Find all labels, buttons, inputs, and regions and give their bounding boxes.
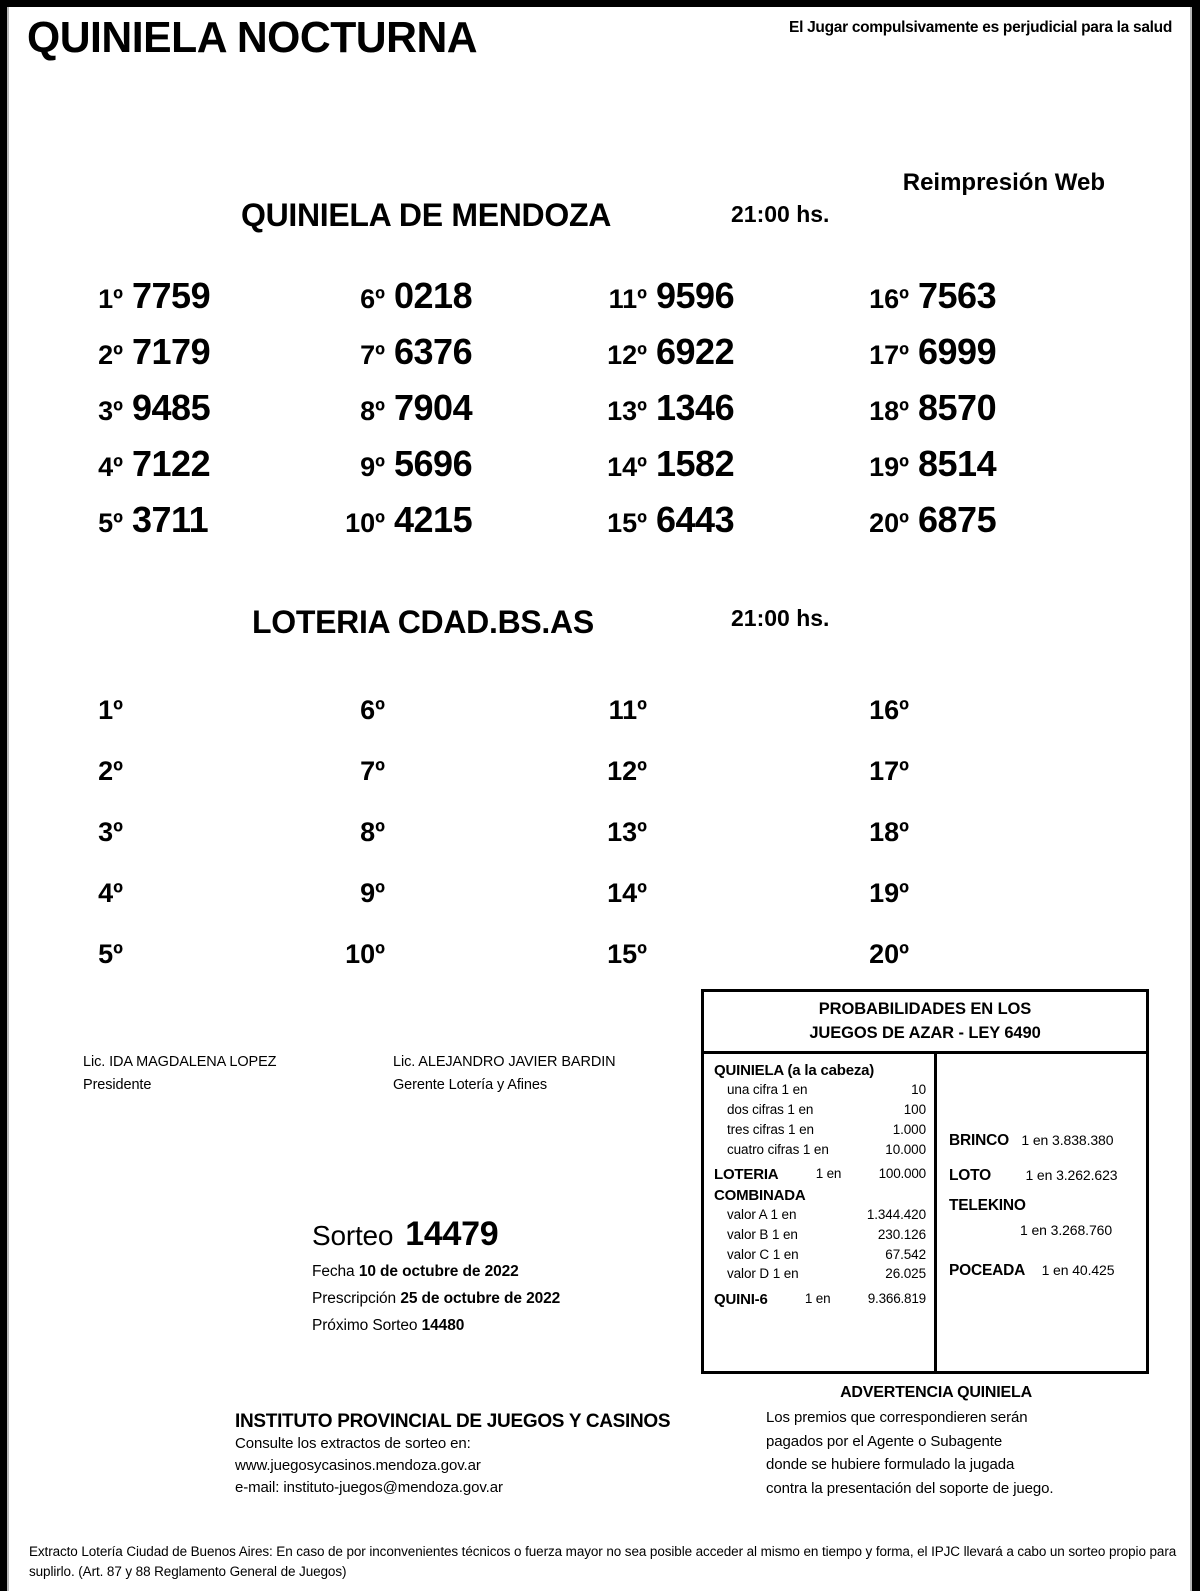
result-position: 5º — [98, 939, 123, 969]
result-position: 7º — [360, 340, 385, 370]
result-cell — [867, 443, 1129, 489]
result-position: 19º — [869, 878, 909, 908]
advertencia-line: Los premios que correspondieren serán — [766, 1409, 1028, 1426]
loteria-value: 100.000 — [878, 1166, 926, 1182]
quini6-mid: 1 en — [804, 1291, 831, 1307]
gambling-warning-text: El Jugar compulsivamente es perjudicial para la salud — [789, 19, 1172, 36]
signature-role: Gerente Lotería y Afines — [393, 1077, 547, 1094]
result-number: 6443 — [656, 499, 735, 540]
result-position: 7º — [360, 756, 385, 786]
result-cell — [81, 443, 343, 489]
probability-value: 10 — [911, 1082, 926, 1097]
result-cell — [343, 443, 605, 489]
result-cell — [81, 683, 343, 725]
institute-consult-line: Consulte los extractos de sorteo en: — [235, 1435, 471, 1452]
draw-title-caba: LOTERIA CDAD.BS.AS — [252, 604, 594, 640]
result-position: 1º — [98, 284, 123, 314]
result-cell — [605, 683, 867, 725]
signature-name: Lic. IDA MAGDALENA LOPEZ — [83, 1054, 277, 1070]
advertencia-block — [766, 1384, 1106, 1501]
result-cell — [81, 275, 343, 321]
probability-label: valor D 1 en — [727, 1266, 799, 1282]
result-cell — [343, 866, 605, 908]
result-cell — [343, 275, 605, 321]
game-name: POCEADA — [949, 1262, 1026, 1279]
result-number: 9485 — [132, 387, 211, 428]
result-position: 14º — [607, 878, 647, 908]
result-position: 10º — [345, 939, 385, 969]
sorteo-fecha-value: 10 de octubre de 2022 — [358, 1263, 519, 1280]
sorteo-label: Sorteo — [312, 1220, 394, 1251]
probability-value: 100 — [903, 1101, 926, 1117]
result-position: 19º — [869, 452, 909, 482]
result-cell — [605, 331, 867, 377]
result-position: 15º — [607, 508, 647, 538]
probabilities-box — [701, 989, 1149, 1374]
game-name-telekino — [949, 1197, 1026, 1215]
signature-manager — [393, 1051, 616, 1098]
result-number: 8514 — [918, 443, 997, 484]
result-number: 7759 — [132, 275, 211, 316]
probability-row — [714, 1245, 926, 1265]
advertencia-line: contra la presentación del soporte de juego. — [766, 1480, 1054, 1498]
result-position: 8º — [360, 396, 385, 426]
result-position: 11º — [608, 695, 647, 725]
sorteo-proximo-row — [312, 1317, 560, 1335]
game-name: BRINCO — [949, 1132, 1009, 1149]
advertencia-title: ADVERTENCIA QUINIELA — [840, 1384, 1032, 1401]
probability-label: dos cifras 1 en — [727, 1101, 814, 1117]
results-grid-caba — [81, 683, 1129, 969]
sorteo-number: 14479 — [405, 1215, 499, 1253]
result-number: 6999 — [918, 331, 997, 372]
sorteo-prescripcion-row — [312, 1290, 560, 1308]
result-cell — [605, 866, 867, 908]
result-cell — [81, 805, 343, 847]
probability-value: 1.344.420 — [866, 1206, 926, 1222]
probability-label: cuatro cifras 1 en — [727, 1141, 829, 1157]
result-cell — [81, 927, 343, 969]
result-number: 6875 — [918, 499, 997, 540]
sorteo-proximo-label: Próximo Sorteo — [312, 1317, 418, 1334]
signature-role: Presidente — [83, 1077, 152, 1094]
game-name: TELEKINO — [949, 1197, 1026, 1214]
draw-time-mendoza: 21:00 hs. — [731, 201, 830, 227]
result-cell — [343, 744, 605, 786]
draw-title-mendoza: QUINIELA DE MENDOZA — [241, 197, 612, 233]
quini6-probability-row — [714, 1289, 926, 1312]
result-cell — [343, 927, 605, 969]
game-odds: 1 en 3.268.760 — [1020, 1222, 1113, 1238]
result-cell — [605, 275, 867, 321]
probability-row — [714, 1264, 926, 1284]
result-number: 7179 — [132, 331, 211, 372]
result-number: 6922 — [656, 331, 735, 372]
result-cell — [343, 499, 605, 545]
result-position: 6º — [360, 284, 385, 314]
result-cell — [867, 499, 1129, 545]
result-position: 3º — [98, 396, 123, 426]
result-cell — [867, 744, 1129, 786]
result-cell — [81, 387, 343, 433]
draw-time-caba: 21:00 hs. — [731, 605, 830, 631]
probabilities-column-left — [704, 1054, 937, 1374]
result-position: 16º — [869, 695, 909, 725]
institute-website[interactable]: www.juegosycasinos.mendoza.gov.ar — [235, 1456, 481, 1474]
probability-row — [714, 1140, 926, 1160]
page-inner-frame — [7, 7, 1192, 1591]
result-position: 9º — [360, 878, 385, 908]
result-number: 3711 — [132, 499, 209, 540]
game-odds: 1 en 40.425 — [1041, 1262, 1115, 1278]
probability-row — [714, 1100, 926, 1120]
result-position: 17º — [869, 340, 909, 370]
result-position: 15º — [607, 939, 647, 969]
result-cell — [867, 866, 1129, 908]
result-number: 0218 — [394, 275, 473, 316]
result-position: 1º — [98, 695, 123, 725]
result-cell — [605, 387, 867, 433]
result-number: 7122 — [132, 443, 211, 484]
game-odds-poceada — [949, 1262, 1114, 1280]
page-title: QUINIELA NOCTURNA — [27, 13, 478, 62]
sorteo-fecha-row — [312, 1263, 560, 1281]
probability-row — [714, 1225, 926, 1245]
result-cell — [343, 331, 605, 377]
game-odds: 1 en 3.262.623 — [1025, 1167, 1118, 1183]
probability-value: 26.025 — [885, 1266, 926, 1282]
combinada-group-title: COMBINADA — [714, 1186, 806, 1204]
result-cell — [81, 331, 343, 377]
probability-label: valor A 1 en — [727, 1206, 797, 1222]
result-cell — [605, 805, 867, 847]
result-position: 17º — [869, 756, 909, 786]
result-position: 18º — [869, 817, 909, 847]
game-odds-telekino — [1020, 1222, 1112, 1240]
sorteo-fecha-label: Fecha — [312, 1263, 355, 1280]
result-position: 3º — [98, 817, 123, 847]
result-cell — [605, 927, 867, 969]
probability-label: tres cifras 1 en — [727, 1121, 814, 1137]
result-number: 8570 — [918, 387, 997, 428]
probability-label: valor C 1 en — [727, 1246, 799, 1262]
result-position: 11º — [608, 284, 647, 314]
results-grid-mendoza — [81, 275, 1129, 545]
quini6-value: 9.366.819 — [867, 1291, 926, 1307]
quiniela-group-title: QUINIELA (a la cabeza) — [714, 1062, 875, 1079]
game-odds-brinco — [949, 1132, 1113, 1150]
result-position: 6º — [360, 695, 385, 725]
result-cell — [605, 744, 867, 786]
probability-label: valor B 1 en — [727, 1226, 798, 1242]
result-cell — [81, 499, 343, 545]
result-number: 7904 — [394, 387, 473, 428]
result-position: 13º — [607, 396, 647, 426]
institute-footer — [235, 1411, 670, 1498]
probabilities-column-right — [937, 1054, 1146, 1374]
probabilities-header — [704, 992, 1146, 1054]
result-cell — [867, 331, 1129, 377]
probability-row — [714, 1080, 926, 1100]
result-cell — [343, 387, 605, 433]
probabilities-body — [704, 1054, 1146, 1374]
bottom-disclaimer: Extracto Lotería Ciudad de Buenos Aires: En caso de por inconvenientes técnicos o fuerza mayor no sea posible acceder al mismo en tiempo y forma, el IPJC llevará a cabo un sorteo propio para suplirlo. (Art. 87 y 88 Reglamento General de Juegos) — [29, 1544, 1177, 1580]
result-position: 5º — [98, 508, 123, 538]
reprint-label: Reimpresión Web — [902, 169, 1105, 196]
result-cell — [81, 866, 343, 908]
probability-row — [714, 1120, 926, 1140]
sorteo-heading — [312, 1215, 560, 1254]
result-cell — [605, 443, 867, 489]
result-position: 13º — [607, 817, 647, 847]
result-cell — [867, 927, 1129, 969]
probability-value: 230.126 — [877, 1226, 926, 1242]
signature-president — [83, 1051, 276, 1098]
sorteo-prescripcion-label: Prescripción — [312, 1290, 397, 1307]
result-position: 4º — [98, 878, 123, 908]
result-number: 7563 — [918, 275, 997, 316]
sorteo-proximo-value: 14480 — [421, 1317, 465, 1334]
result-position: 12º — [607, 340, 647, 370]
result-position: 14º — [607, 452, 647, 482]
result-number: 1346 — [656, 387, 735, 428]
probability-label: una cifra 1 en — [727, 1082, 808, 1097]
signature-name: Lic. ALEJANDRO JAVIER BARDIN — [393, 1054, 616, 1070]
sorteo-info-block — [312, 1215, 560, 1335]
result-position: 9º — [360, 452, 385, 482]
result-number: 5696 — [394, 443, 473, 484]
result-cell — [867, 387, 1129, 433]
result-position: 10º — [345, 508, 385, 538]
result-cell — [867, 275, 1129, 321]
loteria-mid: 1 en — [815, 1166, 842, 1182]
result-cell — [867, 805, 1129, 847]
loteria-probability-row — [714, 1164, 926, 1187]
probabilities-title-line1: PROBABILIDADES EN LOS — [818, 999, 1032, 1018]
game-odds: 1 en 3.838.380 — [1021, 1132, 1114, 1148]
advertencia-line: donde se hubiere formulado la jugada — [766, 1456, 1015, 1474]
result-position: 4º — [98, 452, 123, 482]
result-cell — [81, 744, 343, 786]
result-number: 9596 — [656, 275, 735, 316]
probability-value: 67.542 — [885, 1246, 926, 1262]
probability-value: 10.000 — [885, 1141, 926, 1157]
result-position: 2º — [98, 340, 123, 370]
result-position: 8º — [360, 817, 385, 847]
institute-title: INSTITUTO PROVINCIAL DE JUEGOS Y CASINOS — [235, 1411, 671, 1432]
probabilities-title-line2: JUEGOS DE AZAR - LEY 6490 — [809, 1023, 1041, 1042]
institute-email[interactable]: e-mail: instituto-juegos@mendoza.gov.ar — [235, 1478, 503, 1496]
game-name: LOTO — [949, 1167, 991, 1184]
result-cell — [867, 683, 1129, 725]
result-position: 20º — [869, 508, 909, 538]
result-number: 1582 — [656, 443, 735, 484]
loteria-label: LOTERIA — [714, 1166, 779, 1184]
probability-row — [714, 1205, 926, 1225]
result-number: 4215 — [394, 499, 473, 540]
result-number: 6376 — [394, 331, 473, 372]
probability-value: 1.000 — [892, 1121, 926, 1137]
result-position: 18º — [869, 396, 909, 426]
result-position: 20º — [869, 939, 909, 969]
advertencia-line: pagados por el Agente o Subagente — [766, 1432, 1003, 1450]
quini6-label: QUINI-6 — [714, 1291, 768, 1309]
result-position: 16º — [869, 284, 909, 314]
result-position: 2º — [98, 756, 123, 786]
result-position: 12º — [607, 756, 647, 786]
sorteo-prescripcion-value: 25 de octubre de 2022 — [400, 1290, 561, 1307]
game-odds-loto — [949, 1167, 1117, 1185]
result-cell — [605, 499, 867, 545]
result-cell — [343, 683, 605, 725]
result-cell — [343, 805, 605, 847]
